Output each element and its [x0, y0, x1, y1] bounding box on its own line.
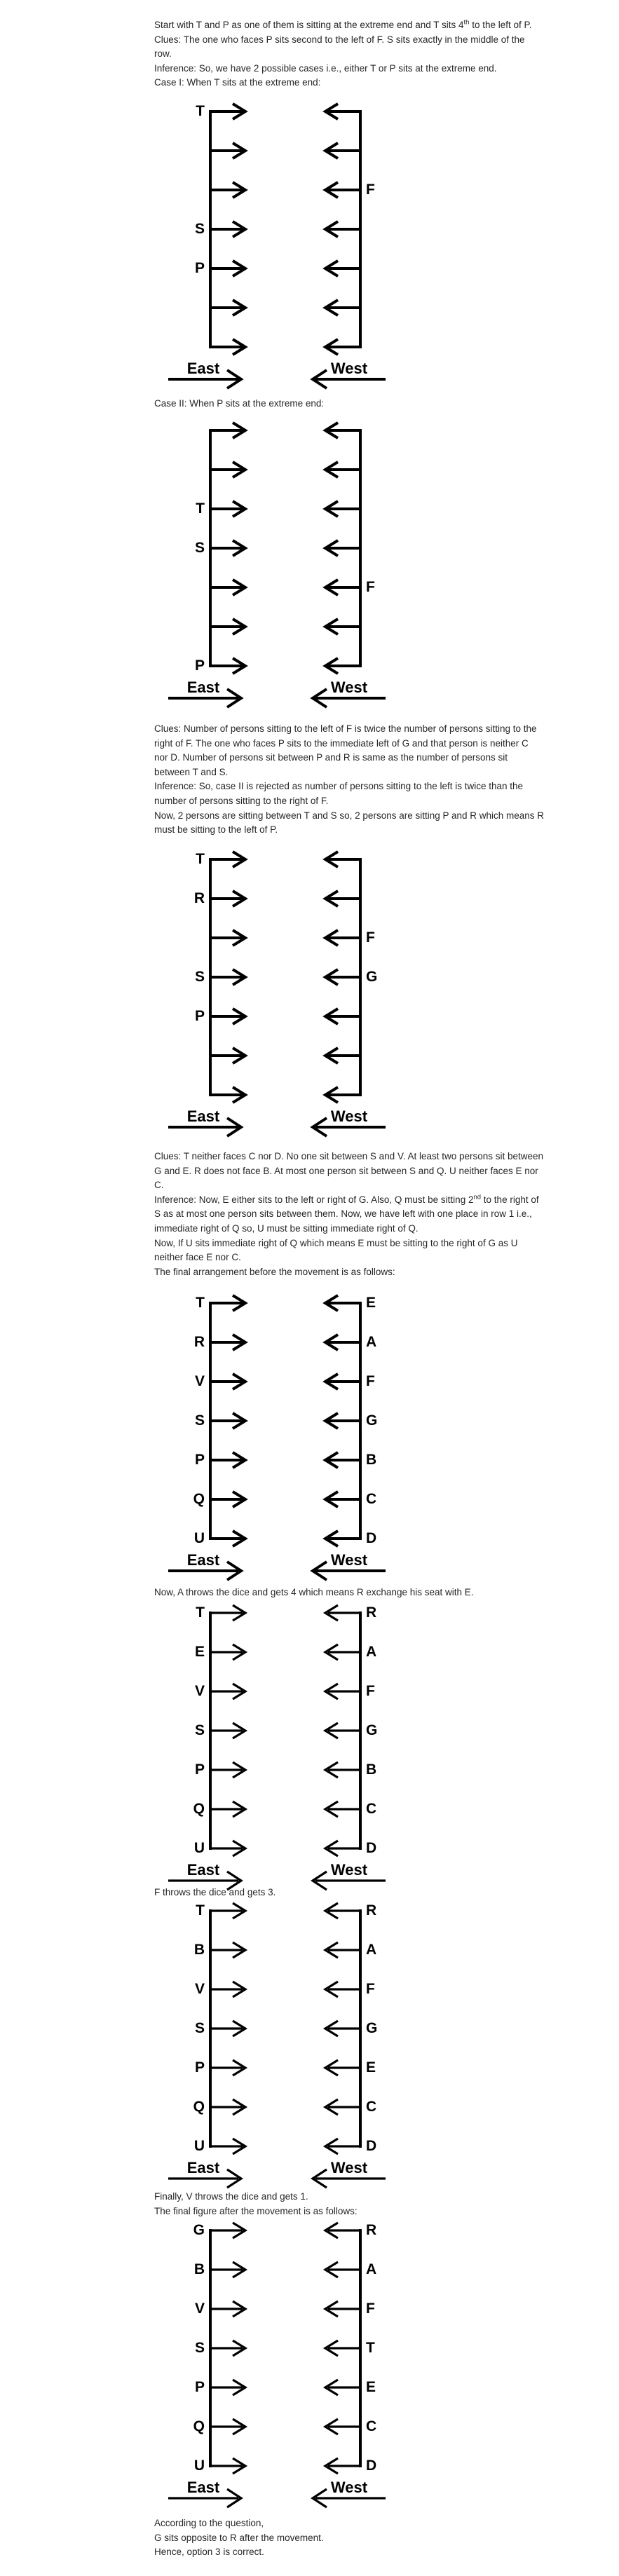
person-label: Q [193, 2099, 205, 2115]
seat-arrow-right-icon [210, 1838, 252, 1859]
seat-arrow-right-icon [210, 1602, 252, 1623]
seat-arrow-left-icon [318, 1900, 360, 1921]
text-line: Now, 2 persons are sitting between T and S so, 2 persons are sitting P and R which means R [154, 810, 545, 821]
person-label: F [366, 1981, 375, 1997]
seat-arrow-left-icon [318, 2377, 360, 2398]
person-label: R [366, 1604, 377, 1621]
seat-arrow-right-icon [210, 1720, 252, 1741]
seat-arrow-left-icon [318, 1450, 360, 1471]
seat-arrow-left-icon [318, 616, 360, 637]
seat-arrow-left-icon [318, 420, 360, 441]
person-label: U [193, 1530, 205, 1546]
person-label: T [196, 1295, 205, 1311]
text-line: must be sitting to the left of P. [154, 824, 278, 836]
person-label: G [366, 1722, 378, 1738]
person-label: T [196, 1902, 205, 1919]
seat-arrow-left-icon [318, 1006, 360, 1027]
seat-arrow-left-icon [318, 1720, 360, 1741]
person-label: E [194, 1644, 205, 1660]
seat-arrow-right-icon [210, 179, 252, 200]
person-label: D [366, 2138, 377, 2154]
person-label: P [194, 1452, 205, 1468]
person-label: Q [193, 1491, 205, 1507]
seat-arrow-right-icon [210, 1900, 252, 1921]
seat-arrow-left-icon [318, 1332, 360, 1353]
text-line: G and E. R does not face B. At most one person sit between S and Q. U neither faces E nor [154, 1165, 538, 1176]
west-label: West [330, 1108, 368, 1125]
seat-arrow-right-icon [210, 2455, 252, 2476]
seat-arrow-left-icon [318, 655, 360, 676]
text-line: Now, If U sits immediate right of Q which means E must be sitting to the right of G as U [154, 1237, 518, 1248]
seat-arrow-left-icon [318, 577, 360, 598]
diagram-case1 [168, 102, 407, 400]
person-label: A [366, 1334, 377, 1350]
seat-arrow-left-icon [318, 2136, 360, 2157]
seat-arrow-right-icon [210, 538, 252, 559]
west-label: West [330, 2479, 368, 2496]
seat-arrow-right-icon [210, 1979, 252, 2000]
seat-arrow-right-icon [210, 1332, 252, 1353]
person-label: Q [193, 1801, 205, 1817]
text-line: F throws the dice and gets 3. [154, 1887, 276, 1897]
seat-arrow-right-icon [210, 1940, 252, 1961]
text-line: Case II: When P sits at the extreme end: [154, 398, 325, 409]
person-label: A [366, 2261, 377, 2277]
seat-arrow-right-icon [210, 616, 252, 637]
person-label: A [366, 1942, 377, 1958]
seat-arrow-left-icon [318, 1084, 360, 1105]
move-a-text [154, 1586, 619, 1600]
seat-arrow-left-icon [318, 2455, 360, 2476]
person-label: C [366, 2418, 377, 2434]
intro-text [154, 18, 619, 90]
seat-arrow-left-icon [318, 2018, 360, 2039]
person-label: S [194, 1412, 205, 1429]
seat-arrow-right-icon [210, 1681, 252, 1702]
person-label: B [366, 1761, 377, 1778]
seat-arrow-left-icon [318, 336, 360, 357]
diagram-final-before-movement [168, 1293, 407, 1591]
person-label: E [366, 2379, 376, 2395]
seat-arrow-left-icon [318, 1410, 360, 1431]
conclusion-text [154, 2516, 619, 2560]
person-label: B [193, 2261, 205, 2277]
seat-arrow-right-icon [210, 140, 252, 161]
person-label: F [366, 1683, 375, 1699]
seat-arrow-right-icon [210, 498, 252, 519]
person-label: F [366, 182, 375, 198]
person-label: B [366, 1452, 377, 1468]
person-label: R [193, 1334, 205, 1350]
seat-arrow-right-icon [210, 2136, 252, 2157]
seat-arrow-right-icon [210, 459, 252, 480]
seat-arrow-left-icon [318, 297, 360, 318]
person-label: V [194, 1373, 205, 1389]
east-label: East [186, 2479, 220, 2496]
west-label: West [330, 2159, 368, 2176]
seat-arrow-right-icon [210, 1293, 252, 1314]
seat-arrow-right-icon [210, 420, 252, 441]
text-line: Now, A throws the dice and gets 4 which means R exchange his seat with E. [154, 1587, 474, 1597]
person-label: P [194, 657, 205, 674]
person-label: V [194, 2301, 205, 2317]
seat-arrow-right-icon [210, 1371, 252, 1392]
person-label: P [194, 2059, 205, 2076]
seat-arrow-right-icon [210, 1410, 252, 1431]
east-label: East [186, 679, 220, 696]
seat-arrow-right-icon [210, 967, 252, 988]
text-line: S as at most one person sits between them. Now, we have left with one place in row 1 i.e., [154, 1208, 532, 1220]
text-line: neither face E nor C. [154, 1252, 241, 1263]
person-label: E [366, 2059, 376, 2076]
diagram-after-f-throw [168, 1901, 407, 2199]
seat-arrow-right-icon [210, 219, 252, 240]
seat-arrow-left-icon [318, 258, 360, 279]
person-label: C [366, 2099, 377, 2115]
text-line: nor D. Number of persons sit between P and R is same as the number of persons sit [154, 752, 508, 763]
diagram-case1-updated [168, 850, 407, 1147]
seat-arrow-right-icon [210, 1450, 252, 1471]
seat-arrow-left-icon [318, 927, 360, 948]
text-line: According to the question, [154, 2518, 264, 2528]
person-label: F [366, 1373, 375, 1389]
move-f-text [154, 1886, 619, 1900]
seat-arrow-left-icon [318, 538, 360, 559]
person-label: T [196, 851, 205, 867]
seat-arrow-left-icon [318, 2220, 360, 2241]
person-label: S [194, 969, 205, 985]
east-label: East [186, 1861, 220, 1879]
person-label: U [193, 2138, 205, 2154]
person-label: T [196, 1604, 205, 1621]
text-line: Case I: When T sits at the extreme end: [154, 77, 321, 88]
seat-arrow-left-icon [318, 2338, 360, 2359]
west-label: West [330, 1861, 368, 1879]
person-label: T [366, 2340, 375, 2356]
west-label: West [330, 1551, 368, 1569]
person-label: S [194, 2020, 205, 2036]
person-label: S [194, 2340, 205, 2356]
text-line: The final figure after the movement is as follows: [154, 2205, 358, 2216]
person-label: P [194, 1761, 205, 1778]
move-v-text [154, 2190, 619, 2219]
text-line: Inference: Now, E either sits to the left or right of G. Also, Q must be sitting 2nd to the right of [154, 1193, 539, 1205]
text-line: Inference: So, we have 2 possible cases i.e., either T or P sits at the extreme end. [154, 62, 497, 74]
text-line: immediate right of Q so, U must be sitting immediate right of Q. [154, 1222, 419, 1234]
diagram-final-after-movement [168, 2221, 407, 2519]
seat-arrow-left-icon [318, 1602, 360, 1623]
seat-arrow-right-icon [210, 1006, 252, 1027]
text-line: between T and S. [154, 766, 229, 777]
person-label: C [366, 1491, 377, 1507]
east-label: East [186, 1551, 220, 1569]
text-line: right of F. The one who faces P sits to the immediate left of G and that person is neither C [154, 737, 529, 749]
west-label: West [330, 679, 368, 696]
seat-arrow-right-icon [210, 927, 252, 948]
seat-arrow-right-icon [210, 297, 252, 318]
text-line: G sits opposite to R after the movement. [154, 2532, 324, 2543]
person-label: R [366, 1902, 377, 1919]
east-label: East [186, 1108, 220, 1125]
diagram-after-a-throw [168, 1603, 407, 1901]
person-label: G [366, 969, 378, 985]
seat-arrow-left-icon [318, 140, 360, 161]
text-line: row. [154, 48, 172, 60]
west-label: West [330, 360, 368, 377]
person-label: F [366, 929, 375, 946]
seat-arrow-left-icon [318, 459, 360, 480]
person-label: D [366, 2458, 377, 2474]
clues-f-text [154, 722, 619, 838]
seat-arrow-left-icon [318, 179, 360, 200]
person-label: T [196, 103, 205, 119]
text-line: Hence, option 3 is correct. [154, 2547, 264, 2558]
seat-arrow-left-icon [318, 888, 360, 909]
seat-arrow-right-icon [210, 2298, 252, 2319]
person-label: R [366, 2222, 377, 2238]
text-line: Start with T and P as one of them is sitting at the extreme end and T sits 4th to the left of P. [154, 18, 532, 30]
seat-arrow-right-icon [210, 336, 252, 357]
seat-arrow-left-icon [318, 2298, 360, 2319]
seat-arrow-right-icon [210, 577, 252, 598]
person-label: S [194, 540, 205, 556]
seat-arrow-right-icon [210, 655, 252, 676]
person-label: F [366, 2301, 375, 2317]
person-label: B [193, 1942, 205, 1958]
seat-arrow-right-icon [210, 1045, 252, 1066]
seat-arrow-left-icon [318, 1799, 360, 1820]
person-label: A [366, 1644, 377, 1660]
seat-arrow-right-icon [210, 2416, 252, 2437]
seat-arrow-left-icon [318, 1528, 360, 1549]
person-label: F [366, 579, 375, 595]
person-label: V [194, 1683, 205, 1699]
seat-arrow-right-icon [210, 1799, 252, 1820]
seat-arrow-left-icon [318, 967, 360, 988]
diagram-case2 [168, 421, 407, 718]
seat-arrow-left-icon [318, 2416, 360, 2437]
seat-arrow-right-icon [210, 2377, 252, 2398]
text-line: The final arrangement before the movement is as follows: [154, 1266, 395, 1277]
person-label: P [194, 1008, 205, 1024]
person-label: T [196, 500, 205, 517]
seat-arrow-left-icon [318, 2057, 360, 2078]
seat-arrow-right-icon [210, 1528, 252, 1549]
seat-arrow-left-icon [318, 1045, 360, 1066]
seat-arrow-right-icon [210, 849, 252, 870]
seat-arrow-left-icon [318, 1759, 360, 1780]
person-label: E [366, 1295, 376, 1311]
seat-arrow-left-icon [318, 1681, 360, 1702]
seat-arrow-left-icon [318, 1642, 360, 1663]
person-label: D [366, 1840, 377, 1856]
person-label: G [366, 1412, 378, 1429]
seat-arrow-right-icon [210, 2057, 252, 2078]
seat-arrow-left-icon [318, 849, 360, 870]
person-label: P [194, 260, 205, 276]
seat-arrow-left-icon [318, 1489, 360, 1510]
person-label: D [366, 1530, 377, 1546]
seat-arrow-left-icon [318, 1838, 360, 1859]
seat-arrow-right-icon [210, 2018, 252, 2039]
seat-arrow-left-icon [318, 2259, 360, 2280]
text-line: C. [154, 1180, 164, 1191]
seat-arrow-right-icon [210, 101, 252, 122]
person-label: Q [193, 2418, 205, 2434]
person-label: G [193, 2222, 205, 2238]
seat-arrow-right-icon [210, 2220, 252, 2241]
person-label: S [194, 221, 205, 237]
person-label: V [194, 1981, 205, 1997]
seat-arrow-right-icon [210, 1489, 252, 1510]
person-label: G [366, 2020, 378, 2036]
text-line: Clues: The one who faces P sits second to the left of F. S sits exactly in the middle of the [154, 34, 525, 45]
seat-arrow-left-icon [318, 1371, 360, 1392]
seat-arrow-right-icon [210, 888, 252, 909]
seat-arrow-right-icon [210, 1759, 252, 1780]
seat-arrow-left-icon [318, 1979, 360, 2000]
person-label: S [194, 1722, 205, 1738]
seat-arrow-left-icon [318, 1940, 360, 1961]
text-line: Inference: So, case II is rejected as number of persons sitting to the left is twice than the [154, 781, 524, 792]
east-label: East [186, 2159, 220, 2176]
seat-arrow-right-icon [210, 2259, 252, 2280]
seat-arrow-left-icon [318, 1293, 360, 1314]
seat-arrow-right-icon [210, 1642, 252, 1663]
text-line: Clues: Number of persons sitting to the left of F is twice the number of persons sitting to the [154, 723, 537, 734]
seat-arrow-left-icon [318, 2097, 360, 2118]
seat-arrow-left-icon [318, 498, 360, 519]
seat-arrow-right-icon [210, 1084, 252, 1105]
person-label: C [366, 1801, 377, 1817]
seat-arrow-right-icon [210, 2338, 252, 2359]
person-label: U [193, 1840, 205, 1856]
seat-arrow-left-icon [318, 219, 360, 240]
text-line: number of persons sitting to the right of F. [154, 795, 329, 806]
east-label: East [186, 360, 220, 377]
seat-arrow-right-icon [210, 2097, 252, 2118]
seat-arrow-right-icon [210, 258, 252, 279]
clues-t-text [154, 1150, 619, 1279]
text-line: Clues: T neither faces C nor D. No one sit between S and V. At least two persons sit between [154, 1151, 544, 1161]
person-label: P [194, 2379, 205, 2395]
person-label: R [193, 890, 205, 906]
seat-arrow-left-icon [318, 101, 360, 122]
case2-heading [154, 397, 619, 411]
text-line: Finally, V throws the dice and gets 1. [154, 2191, 308, 2202]
person-label: U [193, 2458, 205, 2474]
